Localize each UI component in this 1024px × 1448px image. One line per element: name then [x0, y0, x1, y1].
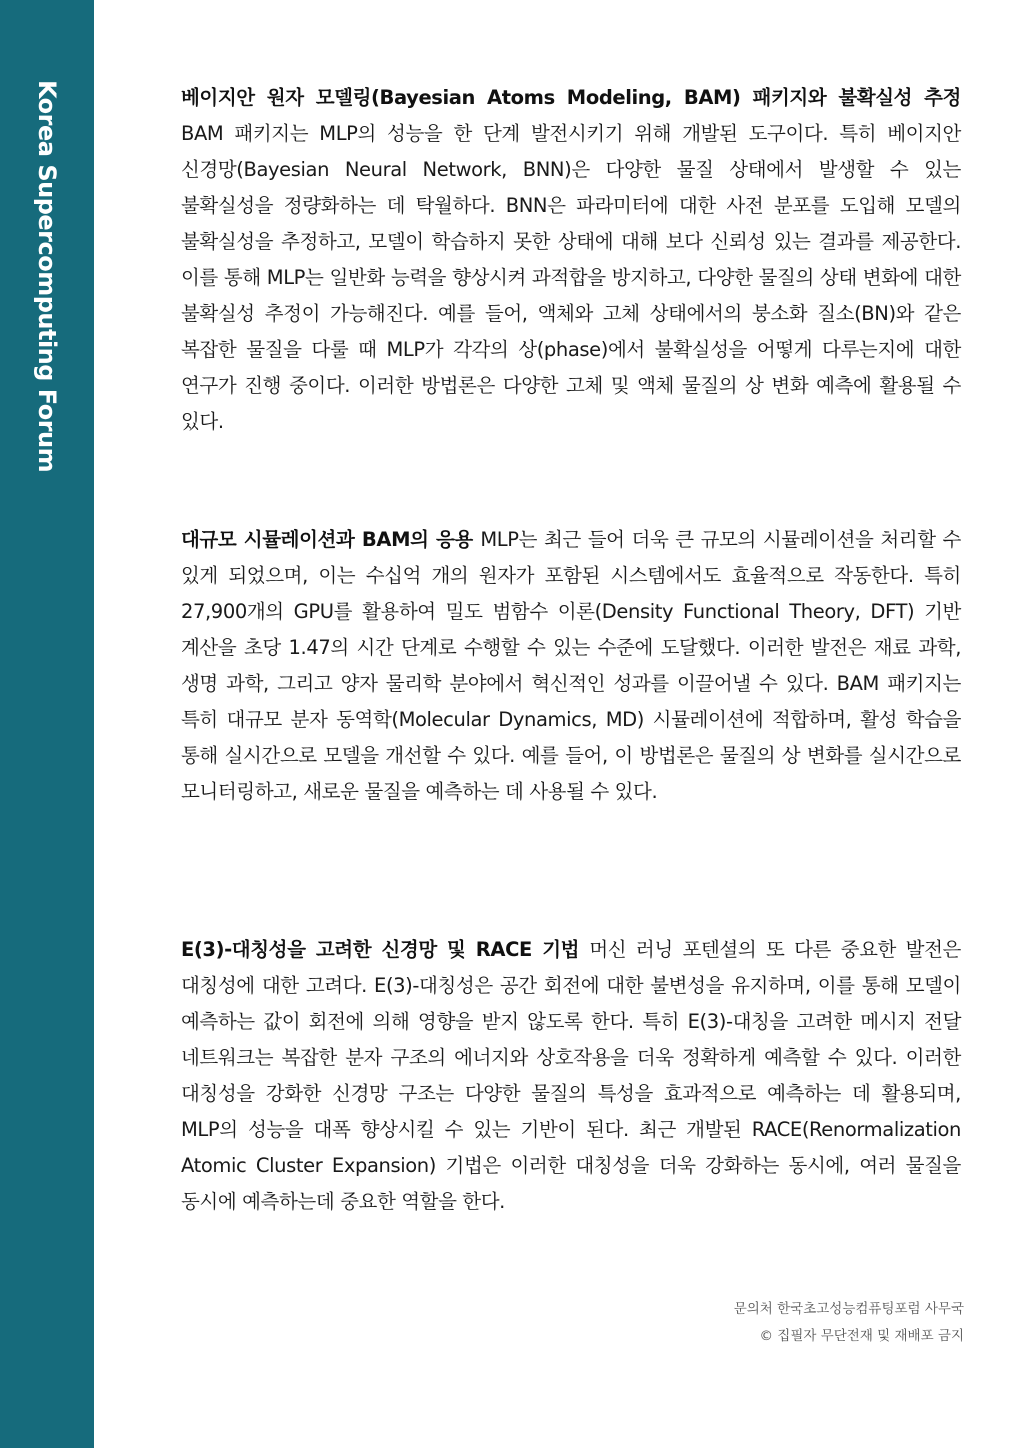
- footer: [734, 1296, 964, 1350]
- footer-contact: 문의처 한국초고성능컴퓨팅포럼 사무국: [733, 1301, 964, 1317]
- section-e3-symmetry-race: [181, 932, 961, 1220]
- section-bam-uncertainty: [181, 80, 961, 440]
- section-body: 머신 러닝 포텐셜의 또 다른 중요한 발전은 대칭성에 대한 고려다. E(3)-대칭성은 공간 회전에 대한 불변성을 유지하며, 이를 통해 모델이 예측하는 값이 회전에 의해 영향을 받지 않도록 한다. 특히 E(3)-대칭을 고려한 메시지 전달 네트워크는 복잡한 분자 구조의 에너지와 상호작용을 더욱 정확하게 예측할 수 있다. 이러한 대칭성을 강화한 신경망 구조는 다양한 물질의 특성을 효과적으로 예측하는 데 활용되며, MLP의 성능을 대폭 향상시킬 수 있는 기반이 된다. 최근 개발된 RACE(Renormalization Atomic Cluster Expansion) 기법은 이러한 대칭성을 더욱 강화하는 동시에, 여러 물질을 동시에 예측하는데 중요한 역할을 한다.: [181, 938, 961, 1213]
- section-body: BAM 패키지는 MLP의 성능을 한 단계 발전시키기 위해 개발된 도구이다. 특히 베이지안 신경망(Bayesian Neural Network, BNN)은 다양한 물질 상태에서 발생할 수 있는 불확실성을 정량화하는 데 탁월하다. BNN은 파라미터에 대한 사전 분포를 도입해 모델의 불확실성을 추정하고, 모델이 학습하지 못한 상태에 대해 보다 신뢰성 있는 결과를 제공한다. 이를 통해 MLP는 일반화 능력을 향상시켜 과적합을 방지하고, 다양한 물질의 상태 변화에 대한 불확실성 추정이 가능해진다. 예를 들어, 액체와 고체 상태에서의 붕소화 질소(BN)와 같은 복잡한 물질을 다룰 때 MLP가 각각의 상(phase)에서 불확실성을 어떻게 다루는지에 대한 연구가 진행 중이다. 이러한 방법론은 다양한 고체 및 액체 물질의 상 변화 예측에 활용될 수 있다.: [181, 122, 961, 433]
- section-heading: E(3)-대칭성을 고려한 신경망 및 RACE 기법: [181, 938, 590, 961]
- section-body: MLP는 최근 들어 더욱 큰 규모의 시뮬레이션을 처리할 수 있게 되었으며, 이는 수십억 개의 원자가 포함된 시스템에서도 효율적으로 작동한다. 특히 27,900개의 GPU를 활용하여 밀도 범함수 이론(Density Functional Theory, DFT) 기반 계산을 초당 1.47의 시간 단계로 수행할 수 있는 수준에 도달했다. 이러한 발전은 재료 과학, 생명 과학, 그리고 양자 물리학 분야에서 혁신적인 성과를 이끌어낼 수 있다. BAM 패키지는 특히 대규모 분자 동역학(Molecular Dynamics, MD) 시뮬레이션에 적합하며, 활성 학습을 통해 실시간으로 모델을 개선할 수 있다. 예를 들어, 이 방법론은 물질의 상 변화를 실시간으로 모니터링하고, 새로운 물질을 예측하는 데 사용될 수 있다.: [181, 528, 961, 803]
- section-large-scale-simulation: [181, 522, 961, 810]
- section-heading: 베이지안 원자 모델링(Bayesian Atoms Modeling, BAM) 패키지와 불확실성 추정: [181, 86, 961, 109]
- section-heading: 대규모 시뮬레이션과 BAM의 응용: [181, 528, 481, 551]
- sidebar: [0, 0, 94, 1448]
- sidebar-title: Korea Supercomputing Forum: [33, 80, 61, 473]
- footer-copyright: © 집필자 무단전재 및 재배포 금지: [759, 1328, 964, 1344]
